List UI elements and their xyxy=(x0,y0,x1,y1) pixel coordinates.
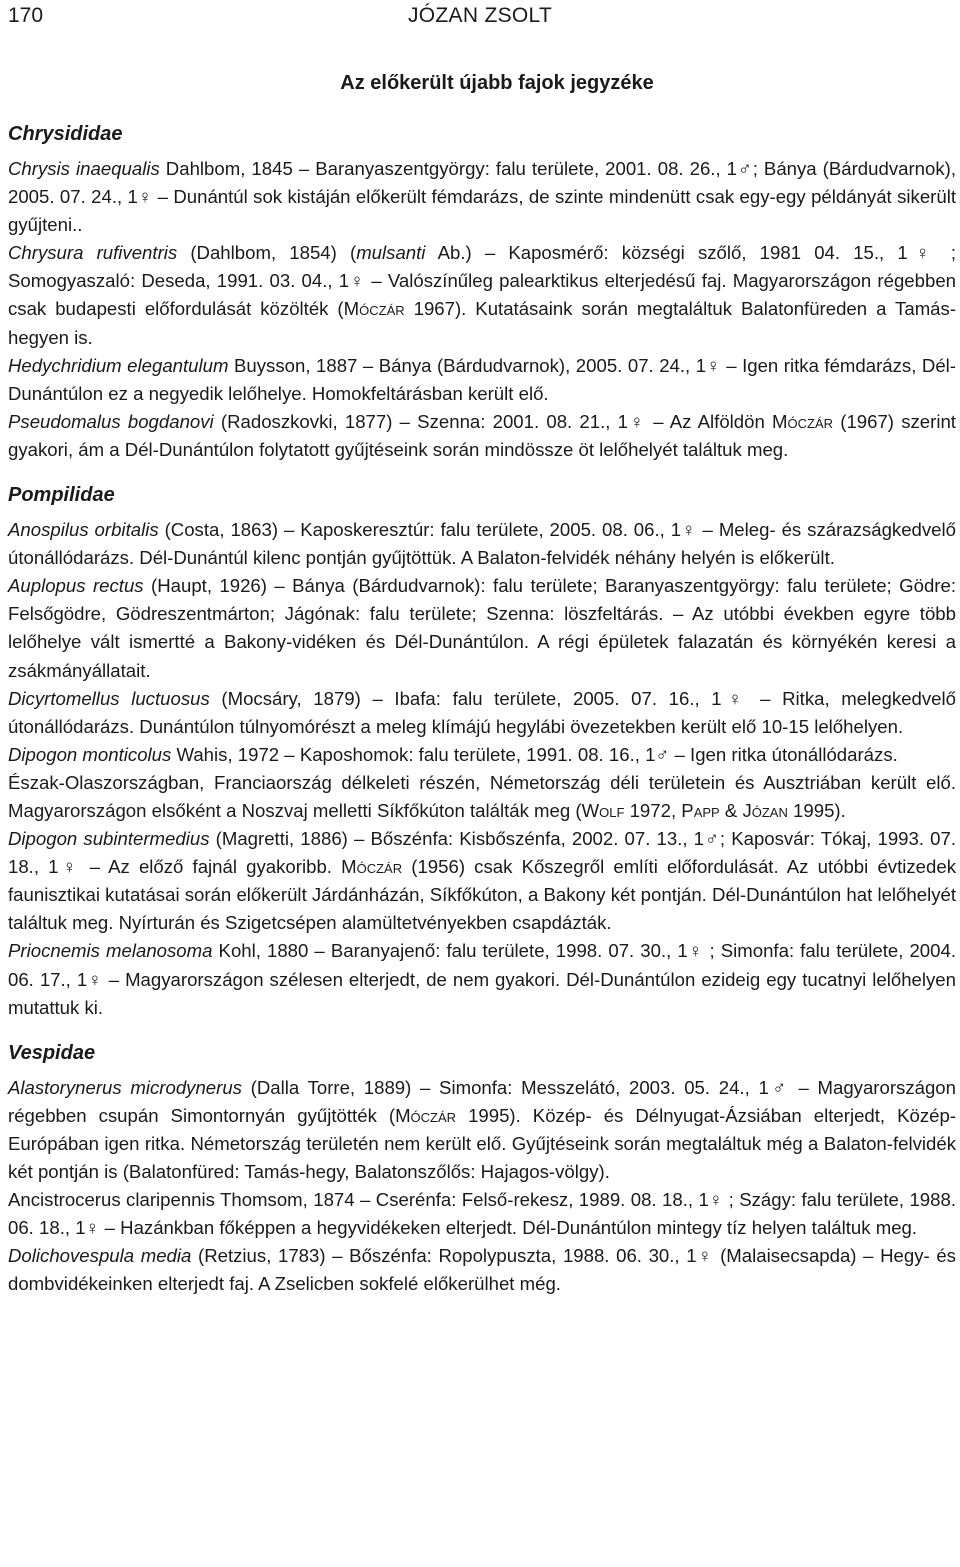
entry-text: 1972, xyxy=(624,799,682,821)
species-entry xyxy=(8,516,956,572)
species-entry xyxy=(8,937,956,1021)
species-entry xyxy=(8,1242,956,1298)
species-entry xyxy=(8,408,956,464)
entry-text: (Dalla Torre, 1889) – Simonfa: Messzelátó, 2003. 05. 24., 1♂ – Magyarországon régebben csupán Simontornyán gyűjtötték ( xyxy=(8,1076,956,1126)
author-citation: Móczár xyxy=(395,1104,457,1126)
family-heading: Vespidae xyxy=(8,1041,96,1064)
author-citation: Józan xyxy=(742,799,788,821)
entry-text: (Mocsáry, 1879) – Ibafa: falu területe, 2005. 07. 16., 1♀ – Ritka, melegkedvelő útonállódarázs. Dunántúlon túlnyomórészt a meleg klímájú hegylábi övezetekben került elő 10-15 lelőhelyen. xyxy=(8,687,956,737)
species-entry xyxy=(8,572,956,684)
species-name: mulsanti xyxy=(356,242,426,264)
entry-text: 1995). Közép- és Délnyugat-Ázsiában elterjedt, Közép-Európában igen ritka. Németország területén nem került elő. Gyűjtéseink során megtaláltuk még a Balaton-felvidék két pontján is (Balatonfüred: Tamás-hegy, Balatonszőlős: Hajagos-völgy). xyxy=(8,1104,957,1182)
entry-text: (Magretti, 1886) – Bőszénfa: Kisbőszénfa, 2002. 07. 13., 1♂; Kaposvár: Tókaj, 1993. 07. 18., 1♀ – Az előző fajnál gyakoribb. xyxy=(8,828,956,878)
entry-text: (Costa, 1863) – Kaposkeresztúr: falu területe, 2005. 08. 06., 1♀ – Meleg- és szárazságkedvelő útonállódarázs. Dél-Dunántúl kilenc pontján gyűjtöttük. A Balaton-felvidék néhány helyén is előkerült. xyxy=(8,519,956,569)
entry-text: (Haupt, 1926) – Bánya (Bárdudvarnok): falu területe; Baranyaszentgyörgy: falu területe; Gödre: Felsőgödre, Gödreszentmárton; Jágónak: falu területe; Szenna: löszfeltárás. – Az utóbbi években egyre több lelőhelye vált ismertté a Bakony-vidéken és Dél-Dunántúlon. A régi épületek falazatán és környékén keresi a zsákmányállatait. xyxy=(8,575,956,681)
family-heading: Chrysididae xyxy=(8,123,123,145)
species-entry xyxy=(8,352,956,408)
author-citation: Móczár xyxy=(772,410,834,432)
species-list xyxy=(8,119,956,1298)
page-number: 170 xyxy=(8,4,44,27)
author-citation: Móczár xyxy=(341,856,403,878)
entry-text: & xyxy=(719,799,743,821)
entry-text: Dahlbom, 1845 – Baranyaszentgyörgy: falu területe, 2001. 08. 26., 1♂; Bánya (Bárdudvarnok), 2005. 07. 24., 1♀ – Dunántúl sok kistáján előkerült fémdarázs, de szinte mindenütt csak egy-egy példányát sikerült gyűjteni.. xyxy=(8,158,956,236)
species-entry xyxy=(8,239,956,351)
author-citation: Papp xyxy=(681,799,720,821)
species-name: Chrysis inaequalis xyxy=(8,158,160,179)
species-entry xyxy=(8,825,956,937)
entry-text: (1967) szerint gyakori, ám a Dél-Dunántúlon folytatott gyűjtéseink során mindössze öt lelőhelyét találtuk meg. xyxy=(8,410,956,460)
entry-text: 1995). xyxy=(787,799,846,821)
author-citation: Móczár xyxy=(343,298,405,320)
species-name: Pseudomalus bogdanovi xyxy=(8,410,214,432)
species-name: Priocnemis melanosoma xyxy=(8,940,213,962)
species-name: Dolichovespula media xyxy=(8,1245,192,1267)
species-name: Anospilus orbitalis xyxy=(8,519,159,541)
species-entry xyxy=(8,769,956,825)
species-entry xyxy=(8,155,956,239)
species-entry xyxy=(8,1186,956,1242)
entry-text: (Radoszkovki, 1877) – Szenna: 2001. 08. 21., 1♀ – Az Alföldön xyxy=(213,410,773,432)
species-name: Hedychridium elegantulum xyxy=(8,354,229,376)
entry-text: Ancistrocerus claripennis Thomsom, 1874 – Cserénfa: Felső-rekesz, 1989. 08. 18., 1♀ ; Szágy: falu területe, 1988. 06. 18., 1♀ – Hazánkban főképpen a hegyvidékeken elterjedt. Dél-Dunántúlon mintegy tíz helyen találtuk meg. xyxy=(8,1189,956,1239)
species-name: Dicyrtomellus luctuosus xyxy=(8,687,210,709)
species-name: Auplopus rectus xyxy=(8,575,144,597)
entry-text: 1967). Kutatásaink során megtaláltuk Balatonfüreden a Tamás-hegyen is. xyxy=(8,298,957,348)
entry-text: (Retzius, 1783) – Bőszénfa: Ropolypuszta, 1988. 06. 30., 1♀ (Malaisecsapda) – Hegy- és dombvidékeinken elterjedt faj. A Zselicben sokfelé előkerülhet még. xyxy=(8,1245,956,1295)
page-content xyxy=(8,72,956,1298)
entry-text: (1956) csak Kőszegről említi előfordulását. Az utóbbi évtizedek faunisztikai kutatásai során előkerült Járdánházán, Síkfőkúton, a Bakony két pontján. Dél-Dunántúlon hat lelőhelyét találtuk meg. Nyírturán és Szigetcsépen alamültetvényekben csapdázták. xyxy=(8,856,956,934)
species-entry xyxy=(8,1074,956,1186)
entry-text: (Dahlbom, 1854) ( xyxy=(177,242,357,264)
species-name: Dipogon monticolus xyxy=(8,743,172,765)
species-name: Chrysura rufiventris xyxy=(8,242,178,264)
author-citation: Wolf xyxy=(581,799,625,821)
entry-text: Ab.) – Kaposmérő: községi szőlő, 1981 04. 15., 1♀ ; Somogyaszaló: Deseda, 1991. 03. 04., 1♀ – Valószínűleg palearktikus elterjedésű faj. Magyarországon régebben csak budapesti előfordulását közölték ( xyxy=(8,242,956,320)
section-title: Az előkerült újabb fajok jegyzéke xyxy=(340,72,654,94)
entry-text: Kohl, 1880 – Baranyajenő: falu területe, 1998. 07. 30., 1♀ ; Simonfa: falu területe, 2004. 06. 17., 1♀ – Magyarországon szélesen elterjedt, de nem gyakori. Dél-Dunántúlon ezideig egy tucatnyi lelőhelyen mutattuk ki. xyxy=(8,940,956,1018)
running-head: JÓZAN ZSOLT xyxy=(408,4,553,27)
entry-text: Wahis, 1972 – Kaposhomok: falu területe, 1991. 08. 16., 1♂ – Igen ritka útonállódarázs. xyxy=(171,743,898,765)
species-name: Alastorynerus microdynerus xyxy=(8,1076,242,1098)
species-entry xyxy=(8,685,956,741)
entry-text: Észak-Olaszországban, Franciaország délkeleti részén, Németország déli területein és Ausztriában került elő. Magyarországon elsőként a Noszvaj melletti Síkfőkúton találták meg ( xyxy=(8,771,956,821)
species-name: Dipogon subintermedius xyxy=(8,828,210,850)
family-heading: Pompilidae xyxy=(8,484,115,507)
entry-text: Buysson, 1887 – Bánya (Bárdudvarnok), 2005. 07. 24., 1♀ – Igen ritka fémdarázs, Dél-Dunántúlon ez a negyedik lelőhelye. Homokfeltárásban került elő. xyxy=(8,354,957,404)
species-entry xyxy=(8,741,956,769)
page-header xyxy=(8,2,960,32)
